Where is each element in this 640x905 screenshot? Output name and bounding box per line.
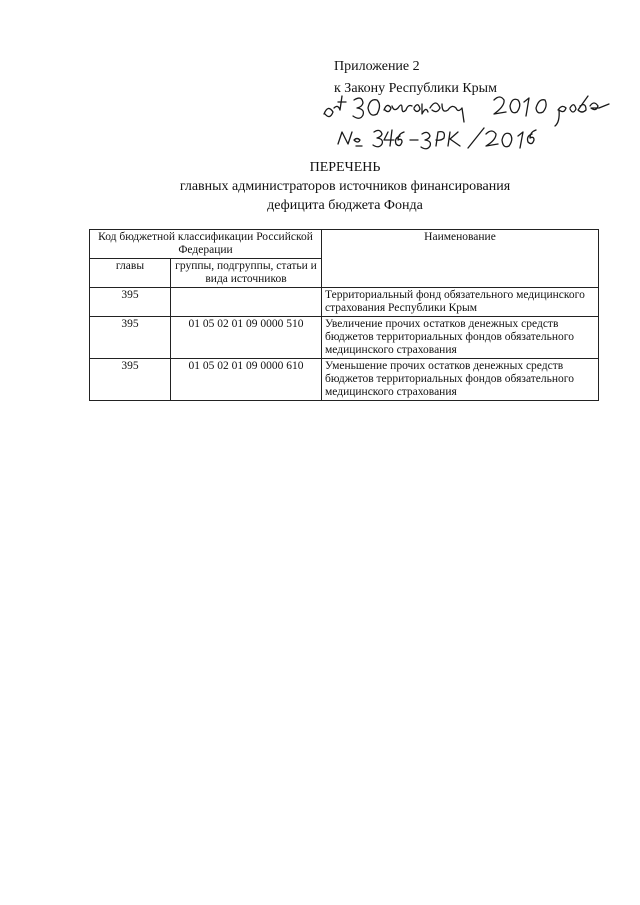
header-groups: группы, подгруппы, статьи и вида источников [171,259,322,288]
title-line-3: дефицита бюджета Фонда [267,198,423,213]
cell-code: 01 05 02 01 09 0000 510 [171,317,322,359]
handwritten-signature-date [318,92,618,156]
document-title [0,158,640,215]
cell-name: Территориальный фонд обязательного медицинского страхования Республики Крым [322,288,599,317]
cell-chapter: 395 [90,317,171,359]
appendix-law-reference: к Закону Республики Крым [334,81,497,96]
appendix-label: Приложение 2 [334,59,420,74]
table-row [90,288,599,317]
cell-name: Уменьшение прочих остатков денежных средств бюджетов территориальных фондов обязательного медицинского страхования [322,359,599,401]
title-line-2: главных администраторов источников финансирования [179,179,511,194]
cell-code [171,288,322,317]
table-row [90,359,599,401]
header-name: Наименование [322,230,599,288]
cell-chapter: 395 [90,359,171,401]
cell-chapter: 395 [90,288,171,317]
table-row [90,317,599,359]
table-header-row [90,230,599,259]
header-chapter: главы [90,259,171,288]
title-heading: ПЕРЕЧЕНЬ [309,160,381,175]
cell-name: Увеличение прочих остатков денежных средств бюджетов территориальных фондов обязательного медицинского страхования [322,317,599,359]
header-code-group: Код бюджетной классификации Российской Федерации [90,230,322,259]
administrators-table [89,229,599,401]
cell-code: 01 05 02 01 09 0000 610 [171,359,322,401]
